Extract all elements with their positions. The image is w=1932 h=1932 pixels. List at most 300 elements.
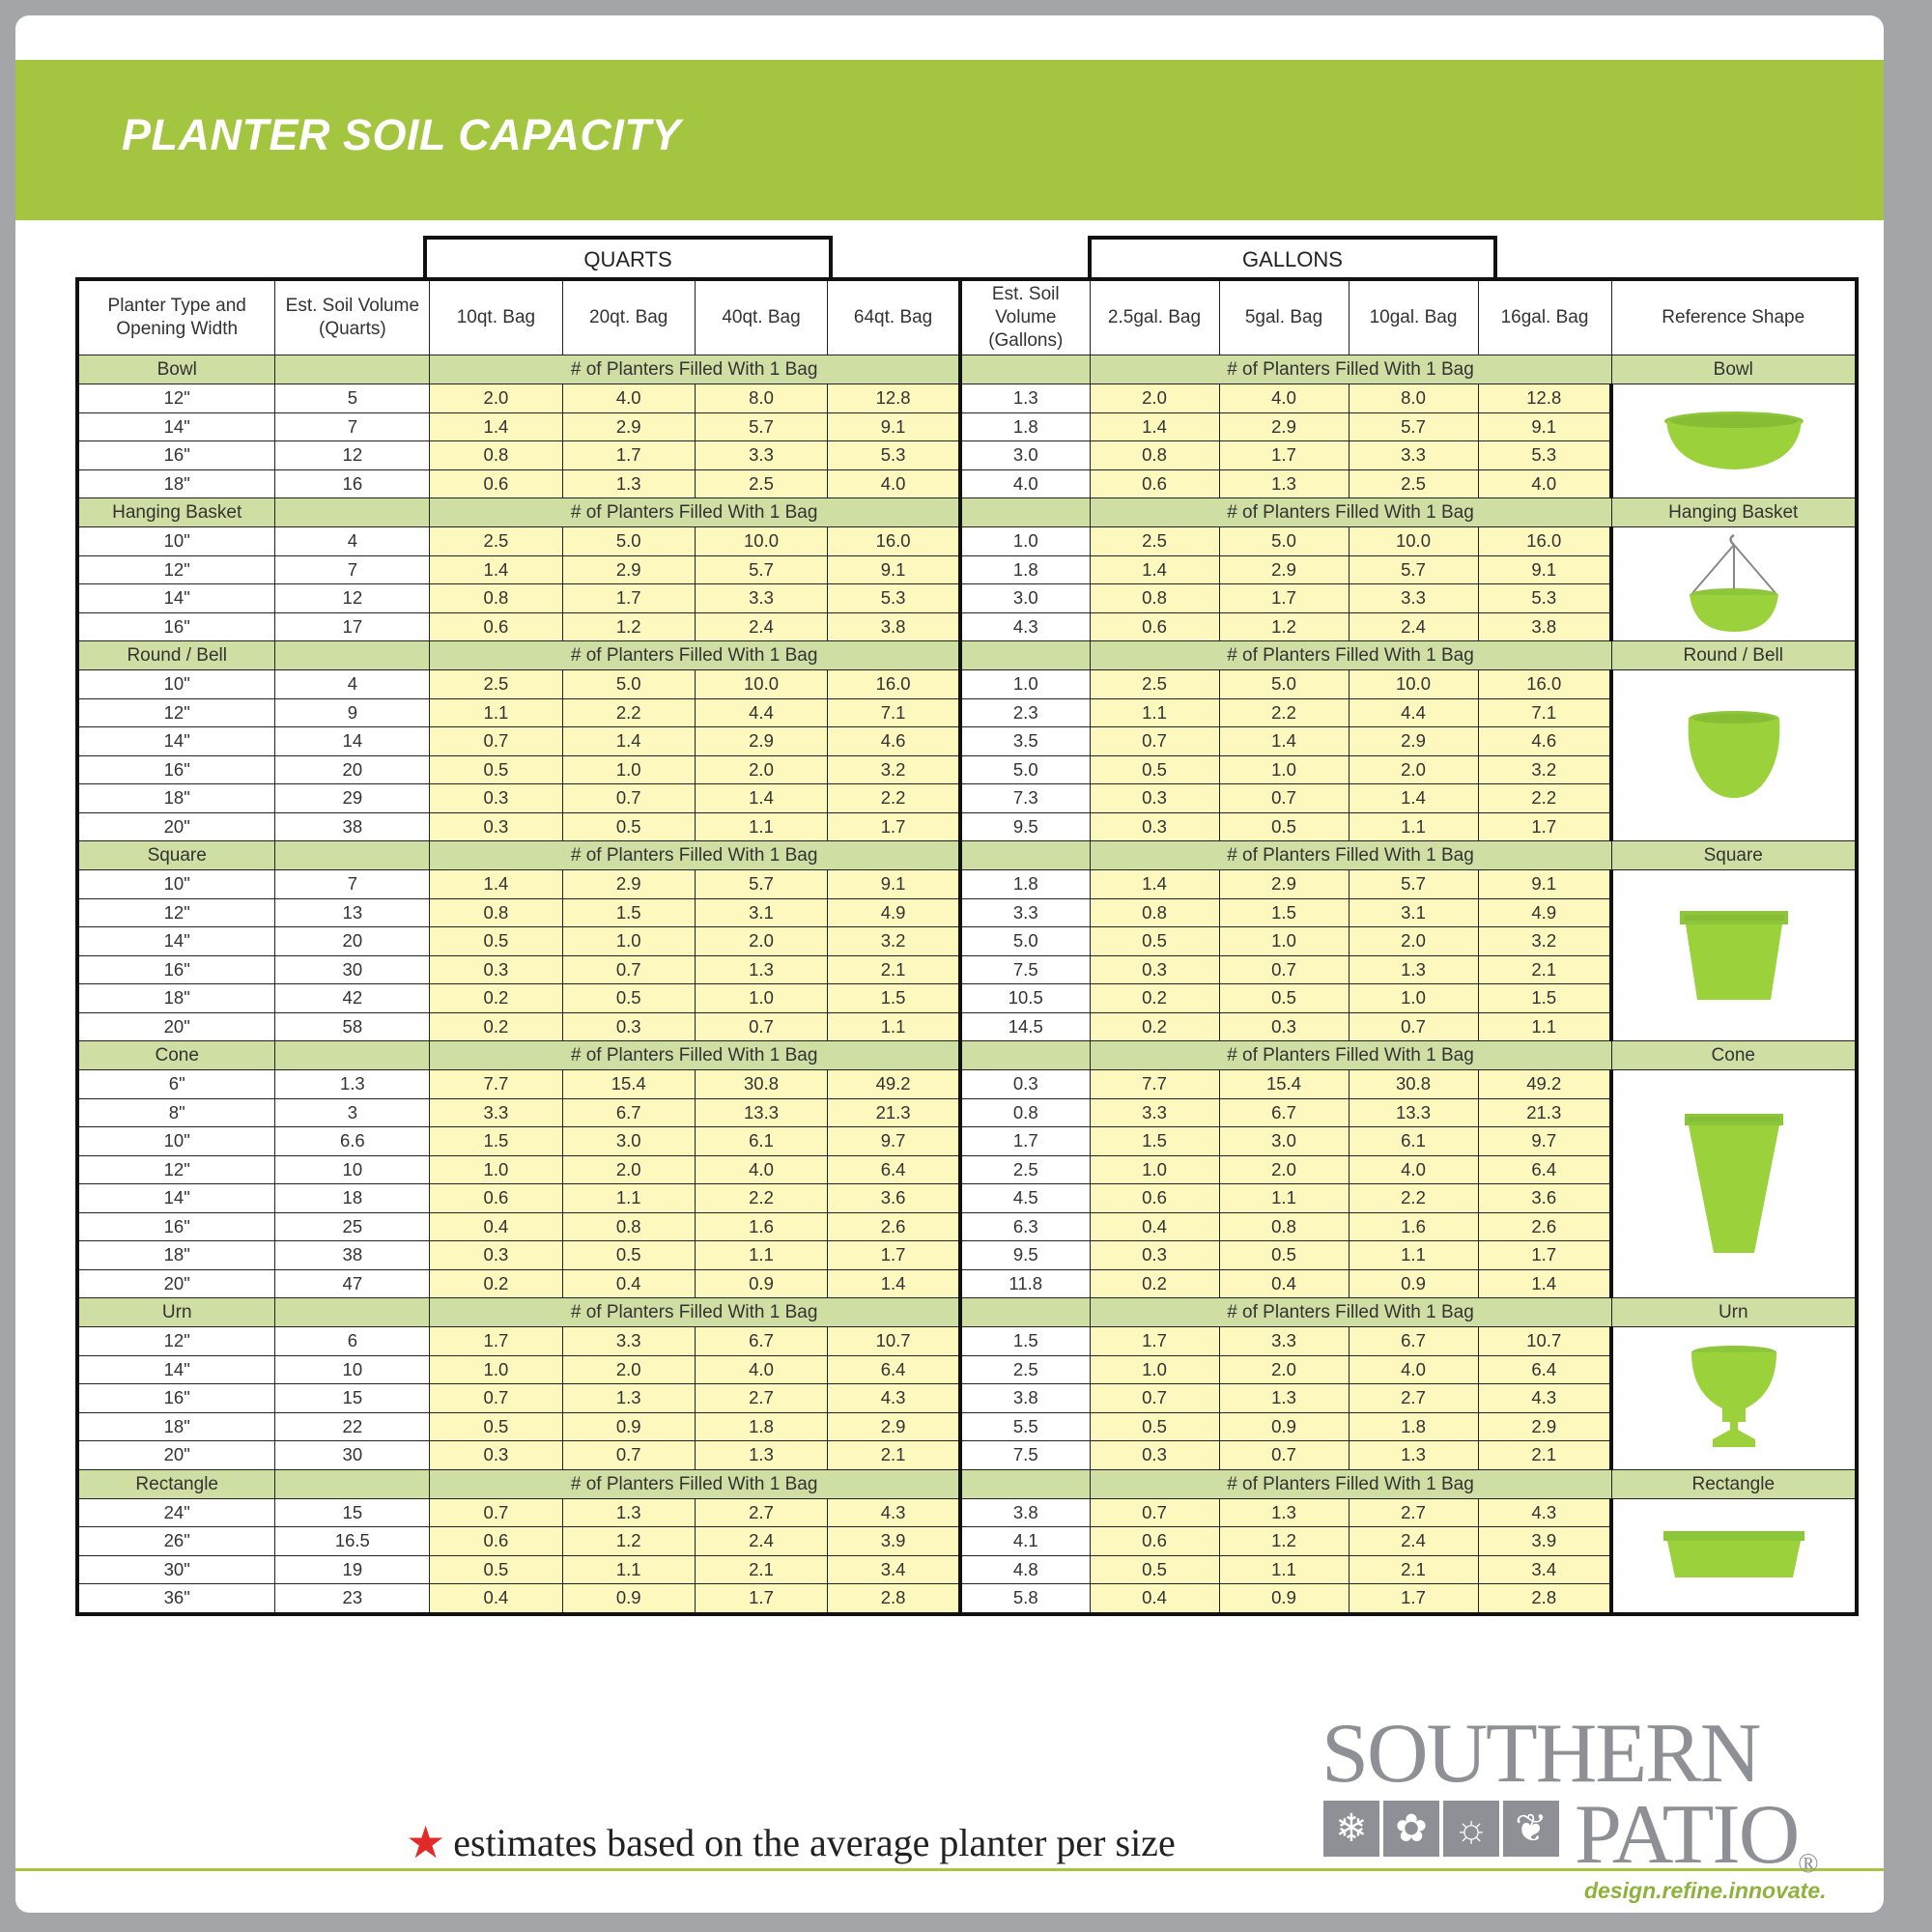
est-soil-quarts: 15 xyxy=(275,1384,430,1413)
opening-width: 16" xyxy=(77,1212,275,1241)
quarts-value: 3.8 xyxy=(828,612,960,641)
table-row xyxy=(77,1098,960,1127)
section-name: Rectangle xyxy=(77,1469,275,1498)
gallons-value: 0.9 xyxy=(1219,1412,1349,1441)
gallons-group-header: GALLONS xyxy=(1088,236,1497,284)
gallons-value: 2.5 xyxy=(1090,527,1219,556)
quarts-value: 3.3 xyxy=(430,1098,562,1127)
table-row xyxy=(77,1127,960,1156)
gallons-value: 0.2 xyxy=(1090,1012,1219,1041)
section-subheader: # of Planters Filled With 1 Bag xyxy=(1090,1041,1611,1070)
gallons-value: 2.8 xyxy=(1478,1584,1611,1614)
table-row xyxy=(960,527,1857,556)
est-soil-gallons: 3.8 xyxy=(960,1384,1090,1413)
gallons-value: 1.7 xyxy=(1349,1584,1478,1614)
est-soil-quarts: 20 xyxy=(275,927,430,956)
quarts-value: 4.6 xyxy=(828,727,960,756)
gallons-value: 10.0 xyxy=(1349,527,1478,556)
quarts-value: 3.0 xyxy=(562,1127,695,1156)
gallons-value: 0.6 xyxy=(1090,1527,1219,1556)
gallons-value: 0.3 xyxy=(1090,955,1219,984)
quarts-value: 0.7 xyxy=(562,955,695,984)
star-icon: ★ xyxy=(406,1818,446,1867)
gallons-value: 0.4 xyxy=(1219,1269,1349,1298)
gallons-value: 2.5 xyxy=(1090,670,1219,699)
section-blank xyxy=(275,498,430,527)
quarts-value: 0.9 xyxy=(562,1584,695,1614)
quarts-value: 0.2 xyxy=(430,1012,562,1041)
section-header-row xyxy=(960,1469,1857,1498)
est-soil-quarts: 13 xyxy=(275,898,430,927)
gallons-value: 6.7 xyxy=(1219,1098,1349,1127)
quarts-value: 1.1 xyxy=(695,812,827,841)
gallons-value: 3.3 xyxy=(1349,584,1478,613)
quarts-value: 1.7 xyxy=(828,812,960,841)
quarts-value: 1.6 xyxy=(695,1212,827,1241)
gallons-value: 3.3 xyxy=(1349,441,1478,470)
gallons-value: 4.3 xyxy=(1478,1498,1611,1527)
quarts-value: 9.1 xyxy=(828,412,960,441)
opening-width: 18" xyxy=(77,469,275,498)
opening-width: 18" xyxy=(77,1412,275,1441)
est-soil-gallons: 11.8 xyxy=(960,1269,1090,1298)
quarts-value: 2.0 xyxy=(430,384,562,413)
opening-width: 18" xyxy=(77,1241,275,1270)
gallons-value: 5.3 xyxy=(1478,441,1611,470)
est-soil-quarts: 9 xyxy=(275,698,430,727)
gallons-value: 0.5 xyxy=(1090,1555,1219,1584)
gallons-value: 2.4 xyxy=(1349,1527,1478,1556)
table-row xyxy=(77,1184,960,1213)
opening-width: 26" xyxy=(77,1527,275,1556)
table-row xyxy=(77,1584,960,1614)
gallons-value: 1.0 xyxy=(1349,984,1478,1013)
quarts-value: 2.4 xyxy=(695,1527,827,1556)
est-soil-gallons: 14.5 xyxy=(960,1012,1090,1041)
gallons-table xyxy=(958,277,1859,1616)
gallons-value: 0.5 xyxy=(1219,1241,1349,1270)
section-header-row xyxy=(77,498,960,527)
reference-shape xyxy=(1611,870,1857,1041)
quarts-value: 10.0 xyxy=(695,670,827,699)
quarts-value: 4.0 xyxy=(695,1155,827,1184)
section-subheader: # of Planters Filled With 1 Bag xyxy=(430,498,960,527)
table-row xyxy=(77,1527,960,1556)
quarts-value: 2.7 xyxy=(695,1384,827,1413)
gallons-value: 9.1 xyxy=(1478,555,1611,584)
quarts-value: 4.9 xyxy=(828,898,960,927)
gallons-value: 2.7 xyxy=(1349,1384,1478,1413)
opening-width: 12" xyxy=(77,384,275,413)
est-soil-quarts: 25 xyxy=(275,1212,430,1241)
gallons-value: 1.1 xyxy=(1478,1012,1611,1041)
quarts-value: 0.9 xyxy=(695,1269,827,1298)
table-row xyxy=(77,384,960,413)
est-soil-quarts: 10 xyxy=(275,1355,430,1384)
gallons-value: 5.7 xyxy=(1349,412,1478,441)
opening-width: 20" xyxy=(77,812,275,841)
quarts-value: 1.2 xyxy=(562,612,695,641)
urn-planter-icon xyxy=(1613,1345,1855,1451)
reference-shape-name: Square xyxy=(1611,841,1857,870)
cone-planter-icon xyxy=(1613,1112,1855,1257)
quarts-value: 2.2 xyxy=(828,784,960,813)
gallons-value: 2.5 xyxy=(1349,469,1478,498)
section-subheader: # of Planters Filled With 1 Bag xyxy=(430,355,960,384)
reference-shape-name: Round / Bell xyxy=(1611,641,1857,670)
quarts-value: 0.6 xyxy=(430,1527,562,1556)
opening-width: 30" xyxy=(77,1555,275,1584)
gallons-value: 0.6 xyxy=(1090,469,1219,498)
est-soil-quarts: 15 xyxy=(275,1498,430,1527)
opening-width: 14" xyxy=(77,1184,275,1213)
section-blank xyxy=(960,641,1090,670)
quarts-value: 3.1 xyxy=(695,898,827,927)
gallons-value: 1.5 xyxy=(1219,898,1349,927)
quarts-value: 7.1 xyxy=(828,698,960,727)
quarts-value: 1.5 xyxy=(828,984,960,1013)
est-soil-gallons: 1.0 xyxy=(960,527,1090,556)
gallons-value: 1.4 xyxy=(1478,1269,1611,1298)
opening-width: 16" xyxy=(77,1384,275,1413)
quarts-value: 1.4 xyxy=(430,412,562,441)
section-header-row xyxy=(77,1041,960,1070)
gallons-value: 1.0 xyxy=(1090,1355,1219,1384)
gallons-value: 0.4 xyxy=(1090,1212,1219,1241)
table-row xyxy=(960,1070,1857,1099)
gallons-value: 30.8 xyxy=(1349,1070,1478,1099)
quarts-value: 2.2 xyxy=(695,1184,827,1213)
opening-width: 8" xyxy=(77,1098,275,1127)
quarts-value: 2.5 xyxy=(430,670,562,699)
section-blank xyxy=(960,1298,1090,1327)
gallons-value: 1.0 xyxy=(1090,1155,1219,1184)
gallons-value: 2.9 xyxy=(1478,1412,1611,1441)
quarts-value: 0.6 xyxy=(430,612,562,641)
quarts-value: 0.9 xyxy=(562,1412,695,1441)
gallons-value: 2.2 xyxy=(1219,698,1349,727)
quarts-value: 0.5 xyxy=(430,1412,562,1441)
table-row xyxy=(77,1555,960,1584)
quarts-value: 0.4 xyxy=(430,1212,562,1241)
gallons-value: 3.3 xyxy=(1090,1098,1219,1127)
est-soil-quarts: 58 xyxy=(275,1012,430,1041)
est-soil-gallons: 2.5 xyxy=(960,1355,1090,1384)
gallons-value: 0.7 xyxy=(1219,1441,1349,1470)
quarts-value: 0.5 xyxy=(430,755,562,784)
quarts-value: 1.1 xyxy=(695,1241,827,1270)
gallons-value: 10.0 xyxy=(1349,670,1478,699)
section-header-row xyxy=(77,355,960,384)
quarts-value: 2.1 xyxy=(695,1555,827,1584)
table-row xyxy=(77,612,960,641)
reference-shape-name: Hanging Basket xyxy=(1611,498,1857,527)
quarts-value: 0.8 xyxy=(430,441,562,470)
est-soil-quarts: 7 xyxy=(275,412,430,441)
quarts-value: 1.3 xyxy=(695,955,827,984)
quarts-value: 2.6 xyxy=(828,1212,960,1241)
section-subheader: # of Planters Filled With 1 Bag xyxy=(1090,1469,1611,1498)
opening-width: 36" xyxy=(77,1584,275,1614)
flower-icon: ✿ xyxy=(1383,1801,1439,1857)
table-row xyxy=(77,1241,960,1270)
gallons-value: 0.2 xyxy=(1090,984,1219,1013)
gallons-value: 6.1 xyxy=(1349,1127,1478,1156)
quarts-value: 3.3 xyxy=(562,1327,695,1356)
quarts-value: 1.2 xyxy=(562,1527,695,1556)
quarts-value: 0.7 xyxy=(562,1441,695,1470)
section-name: Square xyxy=(77,841,275,870)
est-soil-quarts: 30 xyxy=(275,955,430,984)
section-header-row xyxy=(960,498,1857,527)
table-row xyxy=(77,1498,960,1527)
est-soil-quarts: 38 xyxy=(275,1241,430,1270)
gallons-value: 2.0 xyxy=(1219,1155,1349,1184)
gallons-value: 1.7 xyxy=(1478,812,1611,841)
est-soil-gallons: 1.8 xyxy=(960,555,1090,584)
gallons-value: 6.7 xyxy=(1349,1327,1478,1356)
gallons-value: 1.0 xyxy=(1219,927,1349,956)
quarts-value: 1.4 xyxy=(430,870,562,899)
section-blank xyxy=(960,1469,1090,1498)
logo-word-southern: SOUTHERN xyxy=(1321,1707,1760,1801)
gallons-value: 6.4 xyxy=(1478,1155,1611,1184)
quarts-value: 2.9 xyxy=(828,1412,960,1441)
gallons-value: 1.3 xyxy=(1219,1498,1349,1527)
section-blank xyxy=(275,841,430,870)
est-soil-quarts: 47 xyxy=(275,1269,430,1298)
est-soil-quarts: 16 xyxy=(275,469,430,498)
est-soil-quarts: 17 xyxy=(275,612,430,641)
gallons-value: 2.9 xyxy=(1349,727,1478,756)
quarts-value: 4.0 xyxy=(828,469,960,498)
quarts-value: 2.8 xyxy=(828,1584,960,1614)
gallons-value: 3.6 xyxy=(1478,1184,1611,1213)
section-subheader: # of Planters Filled With 1 Bag xyxy=(430,841,960,870)
est-soil-gallons: 1.5 xyxy=(960,1327,1090,1356)
section-blank xyxy=(275,641,430,670)
quarts-value: 2.1 xyxy=(828,1441,960,1470)
gallons-value: 1.1 xyxy=(1219,1555,1349,1584)
table-row xyxy=(77,755,960,784)
gallons-value: 0.3 xyxy=(1219,1012,1349,1041)
opening-width: 10" xyxy=(77,527,275,556)
gallons-value: 3.9 xyxy=(1478,1527,1611,1556)
table-row xyxy=(77,469,960,498)
reference-shape xyxy=(1611,527,1857,641)
gallons-value: 1.3 xyxy=(1219,1384,1349,1413)
snowflake-icon: ❄ xyxy=(1323,1801,1379,1857)
quarts-value: 9.7 xyxy=(828,1127,960,1156)
est-soil-gallons: 3.3 xyxy=(960,898,1090,927)
table-row xyxy=(77,527,960,556)
gallons-value: 1.1 xyxy=(1349,812,1478,841)
est-soil-gallons: 0.8 xyxy=(960,1098,1090,1127)
est-soil-gallons: 1.3 xyxy=(960,384,1090,413)
quarts-value: 2.7 xyxy=(695,1498,827,1527)
gallons-value: 10.7 xyxy=(1478,1327,1611,1356)
gallons-value: 4.0 xyxy=(1349,1355,1478,1384)
section-subheader: # of Planters Filled With 1 Bag xyxy=(1090,355,1611,384)
table-row xyxy=(77,1269,960,1298)
table-row xyxy=(77,1070,960,1099)
gallons-value: 1.8 xyxy=(1349,1412,1478,1441)
est-soil-gallons: 3.8 xyxy=(960,1498,1090,1527)
quarts-value: 0.5 xyxy=(562,984,695,1013)
opening-width: 16" xyxy=(77,955,275,984)
table-row xyxy=(77,441,960,470)
quarts-value: 0.3 xyxy=(430,1441,562,1470)
logo-tiles xyxy=(1323,1801,1559,1857)
table-row xyxy=(77,670,960,699)
gallons-value: 3.0 xyxy=(1219,1127,1349,1156)
opening-width: 12" xyxy=(77,898,275,927)
quarts-value: 0.4 xyxy=(562,1269,695,1298)
gallons-value: 5.0 xyxy=(1219,670,1349,699)
est-soil-quarts: 4 xyxy=(275,527,430,556)
quarts-group-header: QUARTS xyxy=(423,236,833,284)
quarts-value: 0.3 xyxy=(562,1012,695,1041)
brand-logo xyxy=(1321,1707,1843,1905)
quarts-value: 3.6 xyxy=(828,1184,960,1213)
quarts-value: 5.0 xyxy=(562,670,695,699)
gallons-value: 5.7 xyxy=(1349,555,1478,584)
reference-shape-name: Bowl xyxy=(1611,355,1857,384)
est-soil-gallons: 10.5 xyxy=(960,984,1090,1013)
col-header-type: Planter Type and Opening Width xyxy=(77,279,275,355)
gallons-value: 1.7 xyxy=(1219,441,1349,470)
reference-shape xyxy=(1611,1327,1857,1470)
est-soil-gallons: 2.5 xyxy=(960,1155,1090,1184)
gallons-value: 2.6 xyxy=(1478,1212,1611,1241)
quarts-value: 9.1 xyxy=(828,555,960,584)
est-soil-gallons: 9.5 xyxy=(960,1241,1090,1270)
gallons-value: 1.7 xyxy=(1090,1327,1219,1356)
gallons-value: 1.1 xyxy=(1219,1184,1349,1213)
opening-width: 16" xyxy=(77,441,275,470)
quarts-value: 5.3 xyxy=(828,441,960,470)
gallons-value: 7.7 xyxy=(1090,1070,1219,1099)
section-subheader: # of Planters Filled With 1 Bag xyxy=(1090,841,1611,870)
col-header-20qt: 20qt. Bag xyxy=(562,279,695,355)
gallons-value: 7.1 xyxy=(1478,698,1611,727)
section-blank xyxy=(275,355,430,384)
gallons-value: 1.4 xyxy=(1219,727,1349,756)
quarts-value: 6.1 xyxy=(695,1127,827,1156)
gallons-value: 2.1 xyxy=(1349,1555,1478,1584)
est-soil-quarts: 16.5 xyxy=(275,1527,430,1556)
quarts-value: 15.4 xyxy=(562,1070,695,1099)
table-row xyxy=(77,984,960,1013)
quarts-value: 4.3 xyxy=(828,1384,960,1413)
table-row xyxy=(77,870,960,899)
chart-card xyxy=(15,15,1884,1913)
quarts-value: 0.5 xyxy=(562,812,695,841)
quarts-value: 1.1 xyxy=(562,1555,695,1584)
reference-shape xyxy=(1611,384,1857,498)
est-soil-gallons: 0.3 xyxy=(960,1070,1090,1099)
opening-width: 10" xyxy=(77,1127,275,1156)
quarts-value: 1.1 xyxy=(562,1184,695,1213)
quarts-value: 1.3 xyxy=(695,1441,827,1470)
quarts-value: 1.3 xyxy=(562,1498,695,1527)
quarts-value: 8.0 xyxy=(695,384,827,413)
page-title: PLANTER SOIL CAPACITY xyxy=(122,110,681,159)
table-row xyxy=(960,384,1857,413)
quarts-value: 3.2 xyxy=(828,755,960,784)
table-row xyxy=(77,1327,960,1356)
quarts-value: 16.0 xyxy=(828,670,960,699)
quarts-value: 1.0 xyxy=(430,1155,562,1184)
table-row xyxy=(77,1012,960,1041)
est-soil-gallons: 3.0 xyxy=(960,584,1090,613)
quarts-value: 0.7 xyxy=(695,1012,827,1041)
opening-width: 10" xyxy=(77,870,275,899)
section-header-row xyxy=(960,1298,1857,1327)
gallons-value: 0.5 xyxy=(1219,812,1349,841)
est-soil-gallons: 7.5 xyxy=(960,1441,1090,1470)
opening-width: 14" xyxy=(77,412,275,441)
gallons-value: 4.3 xyxy=(1478,1384,1611,1413)
table-row xyxy=(77,1155,960,1184)
section-subheader: # of Planters Filled With 1 Bag xyxy=(430,1298,960,1327)
quarts-value: 1.7 xyxy=(562,441,695,470)
quarts-value: 10.7 xyxy=(828,1327,960,1356)
quarts-value: 2.1 xyxy=(828,955,960,984)
gallons-value: 0.3 xyxy=(1090,1241,1219,1270)
est-soil-gallons: 1.8 xyxy=(960,870,1090,899)
est-soil-quarts: 7 xyxy=(275,555,430,584)
gallons-value: 1.3 xyxy=(1349,955,1478,984)
table-row xyxy=(77,898,960,927)
quarts-value: 0.7 xyxy=(562,784,695,813)
est-soil-quarts: 23 xyxy=(275,1584,430,1614)
opening-width: 6" xyxy=(77,1070,275,1099)
gallons-value: 1.4 xyxy=(1090,555,1219,584)
gallons-value: 6.4 xyxy=(1478,1355,1611,1384)
quarts-value: 2.0 xyxy=(695,927,827,956)
est-soil-gallons: 1.0 xyxy=(960,670,1090,699)
opening-width: 14" xyxy=(77,927,275,956)
gallons-value: 0.7 xyxy=(1090,1498,1219,1527)
quarts-value: 5.7 xyxy=(695,555,827,584)
opening-width: 20" xyxy=(77,1441,275,1470)
table-row xyxy=(960,670,1857,699)
gallons-value: 2.0 xyxy=(1349,755,1478,784)
est-soil-gallons: 5.8 xyxy=(960,1584,1090,1614)
est-soil-gallons: 1.7 xyxy=(960,1127,1090,1156)
quarts-value: 6.7 xyxy=(562,1098,695,1127)
opening-width: 12" xyxy=(77,698,275,727)
quarts-value: 5.3 xyxy=(828,584,960,613)
quarts-table xyxy=(75,277,962,1616)
quarts-value: 1.1 xyxy=(828,1012,960,1041)
quarts-value: 10.0 xyxy=(695,527,827,556)
gallons-value: 1.3 xyxy=(1349,1441,1478,1470)
est-soil-quarts: 12 xyxy=(275,441,430,470)
gallons-value: 8.0 xyxy=(1349,384,1478,413)
reference-shape xyxy=(1611,1498,1857,1614)
section-name: Cone xyxy=(77,1041,275,1070)
quarts-value: 2.0 xyxy=(562,1155,695,1184)
opening-width: 20" xyxy=(77,1269,275,1298)
quarts-value: 0.6 xyxy=(430,469,562,498)
table-row xyxy=(77,1212,960,1241)
gallons-value: 2.4 xyxy=(1349,612,1478,641)
est-soil-quarts: 6.6 xyxy=(275,1127,430,1156)
gallons-value: 0.8 xyxy=(1090,898,1219,927)
gallons-value: 5.0 xyxy=(1219,527,1349,556)
